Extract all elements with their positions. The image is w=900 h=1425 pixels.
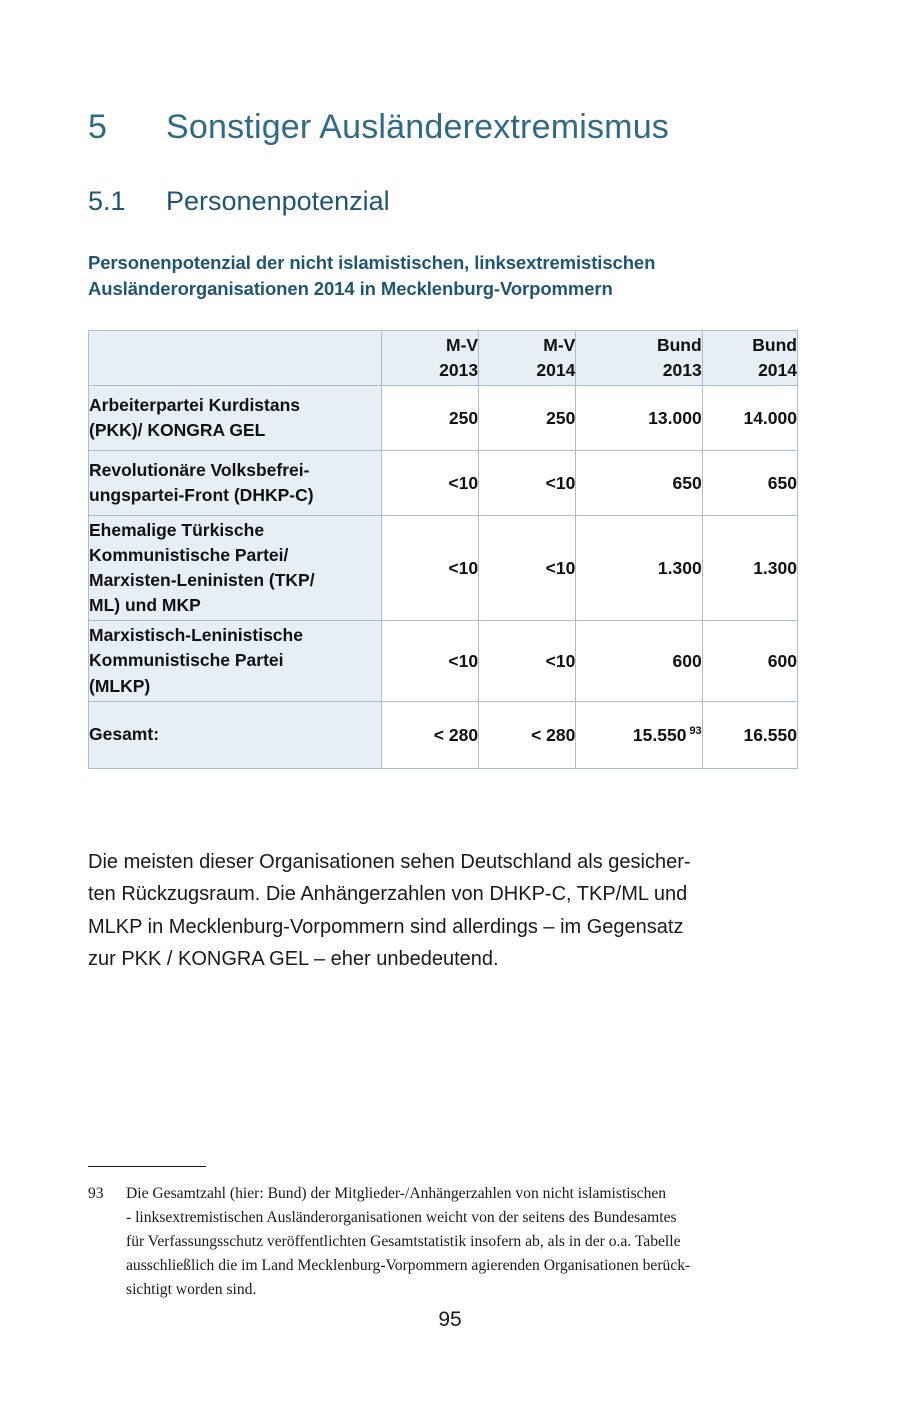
header-line-2: 2013 [662,360,702,380]
total-bund-2013-value: 15.550 [632,724,687,745]
footnote-separator-rule [88,1166,206,1167]
table-header-bund-2014 [702,331,797,386]
header-line-2: 2014 [536,360,576,380]
personenpotenzial-table [88,330,798,769]
label-line-2: Kommunistische Partei [89,650,284,671]
cell-mv-2013: <10 [381,621,478,702]
body-paragraph [88,846,814,976]
paragraph-line-1: Die meisten dieser Organisationen sehen Deutschland als gesicher- [88,851,691,873]
footnote-line-2: - linksextremistischen Ausländerorganisationen weicht von der seitens des Bundesamtes [126,1209,677,1226]
row-label-gesamt [89,702,382,769]
footnote-number: 93 [88,1185,104,1202]
label-line-1: Ehemalige Türkische [89,519,265,540]
cell-bund-2014: 650 [702,451,797,516]
section-number: 5.1 [88,186,126,216]
cell-bund-2013: 650 [576,451,702,516]
table-header-row [89,331,798,386]
label-line-4: ML) und MKP [89,595,201,616]
label-line-2: ungspartei-Front (DHKP-C) [89,485,314,505]
cell-total-mv-2014: < 280 [479,702,576,769]
label-line-3: Marxisten-Leninisten (TKP/ [89,570,315,590]
row-label-dhkp-c [89,451,382,516]
table-caption-line-2: Ausländerorganisationen 2014 in Mecklenburg-Vorpommern [88,278,613,300]
chapter-heading [88,108,818,147]
label-line-1: Gesamt: [89,724,160,745]
cell-bund-2013: 13.000 [576,386,702,451]
cell-mv-2013: <10 [381,451,478,516]
header-line-1: M-V [543,335,576,356]
footnote-marker-93: 93 [689,724,702,737]
label-line-3: (MLKP) [89,675,151,696]
section-heading [88,186,818,217]
paragraph-line-4: zur PKK / KONGRA GEL – eher unbedeutend. [88,948,499,971]
header-line-1: M-V [446,335,479,356]
header-line-1: Bund [752,335,797,356]
table-header-mv-2013 [381,331,478,386]
table-header-blank [89,331,382,386]
row-label-mlkp [89,621,382,702]
label-line-2: Kommunistische Partei/ [89,544,289,565]
table-total-row [89,702,798,769]
table-row [89,386,798,451]
table-header-bund-2013 [576,331,702,386]
cell-mv-2014: <10 [479,621,576,702]
label-line-1: Marxistisch-Leninistische [89,625,303,646]
cell-mv-2014: <10 [479,451,576,516]
footnote-line-4: ausschließlich die im Land Mecklenburg-Vorpommern agierenden Organisationen berück- [126,1257,691,1274]
label-line-2: (PKK)/ KONGRA GEL [89,420,266,440]
paragraph-line-3: MLKP in Mecklenburg-Vorpommern sind allerdings – im Gegensatz [88,915,684,938]
header-line-1: Bund [656,335,702,356]
cell-bund-2014: 14.000 [702,386,797,451]
chapter-title: Sonstiger Ausländerextremismus [166,108,670,146]
footnote-line-5: sichtigt worden sind. [126,1281,257,1298]
header-line-2: 2013 [439,360,479,380]
cell-total-bund-2014: 16.550 [702,702,797,769]
cell-bund-2013: 1.300 [576,516,702,621]
table-caption-line-1: Personenpotenzial der nicht islamistischen, linksextremistischen [88,252,656,273]
footnote-text [126,1182,815,1302]
cell-bund-2013: 600 [576,621,702,702]
section-title: Personenpotenzial [166,186,390,216]
cell-total-bund-2013 [576,702,702,769]
cell-mv-2013: 250 [381,386,478,451]
cell-bund-2014: 600 [702,621,797,702]
label-line-1: Revolutionäre Volksbefrei- [89,459,310,480]
paragraph-line-2: ten Rückzugsraum. Die Anhängerzahlen von DHKP-C, TKP/ML und [88,883,688,906]
table-header-mv-2014 [479,331,576,386]
table-row [89,621,798,702]
footnote-line-3: für Verfassungsschutz veröffentlichten Gesamtstatistik insofern ab, als in der o.a. Tabelle [126,1233,681,1250]
chapter-number: 5 [88,108,108,146]
cell-mv-2014: 250 [479,386,576,451]
table-row [89,451,798,516]
page-number: 95 [438,1308,462,1331]
cell-bund-2014: 1.300 [702,516,797,621]
row-label-tkp-ml-mkp [89,516,382,621]
footnote-93 [88,1182,815,1302]
table-caption [88,250,812,303]
footnote-line-1: Die Gesamtzahl (hier: Bund) der Mitglieder-/Anhängerzahlen von nicht islamistischen [126,1185,667,1202]
row-label-pkk [89,386,382,451]
cell-total-mv-2013: < 280 [381,702,478,769]
cell-mv-2013: <10 [381,516,478,621]
cell-mv-2014: <10 [479,516,576,621]
header-line-2: 2014 [758,360,797,380]
label-line-1: Arbeiterpartei Kurdistans [89,394,301,415]
table-row [89,516,798,621]
